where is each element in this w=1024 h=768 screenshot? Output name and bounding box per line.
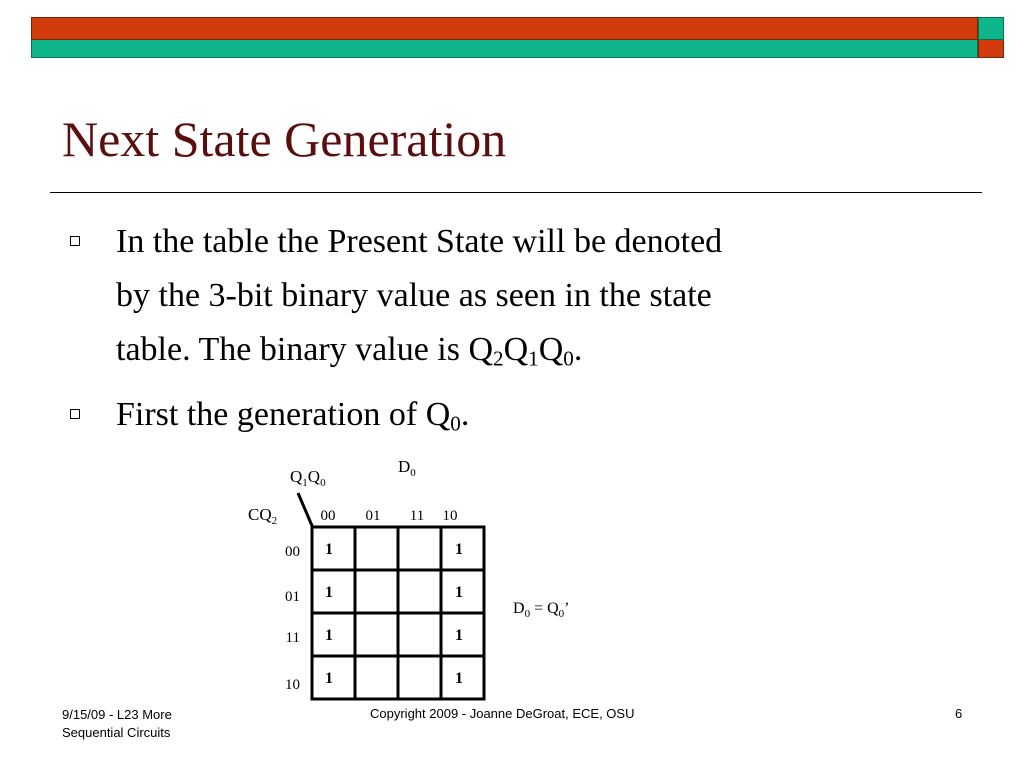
karnaugh-map xyxy=(240,450,640,710)
q0-subscript: 0 xyxy=(563,346,574,371)
bullet-1-period: . xyxy=(573,331,583,368)
kmap-cell: 1 xyxy=(325,670,333,687)
title-divider xyxy=(50,192,982,193)
kmap-col-header: 01 xyxy=(365,508,381,524)
kmap-col-header: 11 xyxy=(409,508,425,524)
q1-letter: Q xyxy=(503,331,529,368)
header-square-green xyxy=(978,17,1004,40)
slide-title: Next State Generation xyxy=(62,111,507,167)
kmap-row-header: 00 xyxy=(285,544,300,560)
kmap-cell: 1 xyxy=(325,627,333,644)
kmap-col-header: 10 xyxy=(442,508,458,524)
kmap-cell: 1 xyxy=(325,584,333,601)
kmap-cell: 1 xyxy=(455,584,463,601)
kmap-row-header: 10 xyxy=(285,677,300,693)
footer-date-topic xyxy=(62,706,172,742)
kmap-diagonal-line xyxy=(298,493,313,528)
kmap-row-header: 01 xyxy=(285,589,300,605)
q0-letter: Q xyxy=(538,331,564,368)
footer-page-number: 6 xyxy=(955,706,963,721)
bullet-2-period: . xyxy=(460,396,470,433)
bullet-1-line-3 xyxy=(116,323,722,377)
footer-left-line-2: Sequential Circuits xyxy=(62,725,171,740)
bullet-2-subscript: 0 xyxy=(450,411,461,436)
header-bar-orange xyxy=(31,17,978,40)
footer-copyright: Copyright 2009 - Joanne DeGroat, ECE, OSU xyxy=(370,706,635,721)
bullet-1-line-2: by the 3-bit binary value as seen in the state xyxy=(116,277,712,314)
kmap-row-header: 11 xyxy=(285,630,300,646)
bullet-1-text xyxy=(116,215,722,377)
kmap-equation: $D_0 = Q_0$’ xyxy=(513,600,570,620)
bullet-2-line-text: First the generation of Q xyxy=(116,396,451,433)
kmap-cell: 1 xyxy=(455,670,463,687)
header-square-orange xyxy=(978,40,1004,58)
kmap-row-variables: $CQ_2$ xyxy=(248,505,278,527)
q2-subscript: 2 xyxy=(493,346,504,371)
kmap-cell: 1 xyxy=(455,541,463,558)
bullet-2-text xyxy=(116,388,469,442)
bullet-square-icon xyxy=(70,409,80,419)
kmap-cell: 1 xyxy=(455,627,463,644)
bullet-square-icon xyxy=(70,236,80,246)
bullet-1-line-3-text: table. The binary value is Q xyxy=(116,331,494,368)
kmap-cell: 1 xyxy=(325,541,333,558)
q1-subscript: 1 xyxy=(528,346,539,371)
kmap-col-header: 00 xyxy=(320,508,336,524)
bullet-1-line-1: In the table the Present State will be denoted xyxy=(116,223,723,260)
kmap-output-label: $D_0$ xyxy=(398,457,416,479)
kmap-column-variables: $Q_1Q_0$ xyxy=(290,467,326,489)
footer-left-line-1: 9/15/09 - L23 More xyxy=(62,707,172,722)
header-bar-green xyxy=(31,40,978,58)
